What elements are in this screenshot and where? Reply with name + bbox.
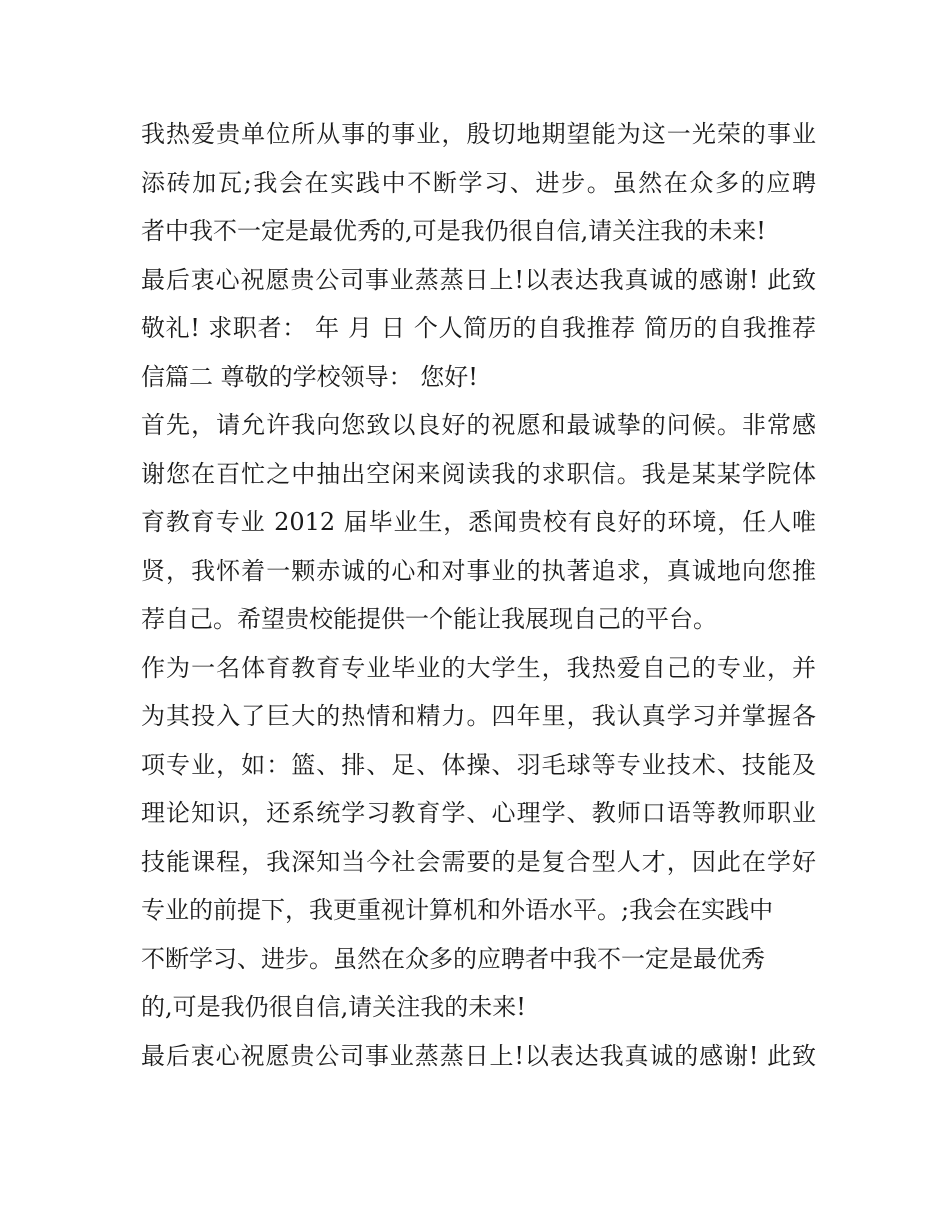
text-line: 作为一名体育教育专业毕业的大学生，我热爱自己的专业，并 — [141, 653, 816, 682]
text-line: 敬礼! 求职者： 年 月 日 个人简历的自我推荐 简历的自我推荐 — [141, 314, 816, 342]
text-line: 育教育专业 2012 届毕业生，悉闻贵校有良好的环境，任人唯 — [141, 508, 816, 536]
text-line: 项专业，如：篮、排、足、体操、羽毛球等专业技术、技能及 — [141, 750, 816, 779]
text-line: 者中我不一定是最优秀的,可是我仍很自信,请关注我的未来! — [141, 217, 766, 245]
text-line: 我热爱贵单位所从事的事业，殷切地期望能为这一光荣的事业 — [141, 120, 816, 148]
text-line: 首先，请允许我向您致以良好的祝愿和最诚挚的问候。非常感 — [141, 411, 816, 439]
text-line: 技能课程，我深知当今社会需要的是复合型人才，因此在学好 — [141, 847, 816, 876]
text-line: 最后衷心祝愿贵公司事业蒸蒸日上!以表达我真诚的感谢! 此致 — [141, 265, 816, 294]
body-text — [141, 110, 816, 1080]
text-line: 不断学习、进步。虽然在众多的应聘者中我不一定是最优秀 — [141, 944, 765, 973]
text-line: 为其投入了巨大的热情和精力。四年里，我认真学习并掌握各 — [141, 702, 816, 730]
text-line: 谢您在百忙之中抽出空闲来阅读我的求职信。我是某某学院体 — [141, 459, 816, 488]
text-line: 贤，我怀着一颗赤诚的心和对事业的执著追求，真诚地向您推 — [141, 556, 816, 585]
text-line: 信篇二 尊敬的学校领导： 您好! — [141, 362, 478, 391]
text-line: 最后衷心祝愿贵公司事业蒸蒸日上!以表达我真诚的感谢! 此致 — [141, 1041, 816, 1070]
text-line: 荐自己。希望贵校能提供一个能让我展现自己的平台。 — [141, 605, 717, 633]
text-line: 理论知识，还系统学习教育学、心理学、教师口语等教师职业 — [141, 799, 816, 827]
text-line: 的,可是我仍很自信,请关注我的未来! — [141, 993, 526, 1021]
text-line: 专业的前提下，我更重视计算机和外语水平。;我会在实践中 — [141, 896, 774, 924]
text-line: 添砖加瓦;我会在实践中不断学习、进步。虽然在众多的应聘 — [141, 168, 816, 197]
